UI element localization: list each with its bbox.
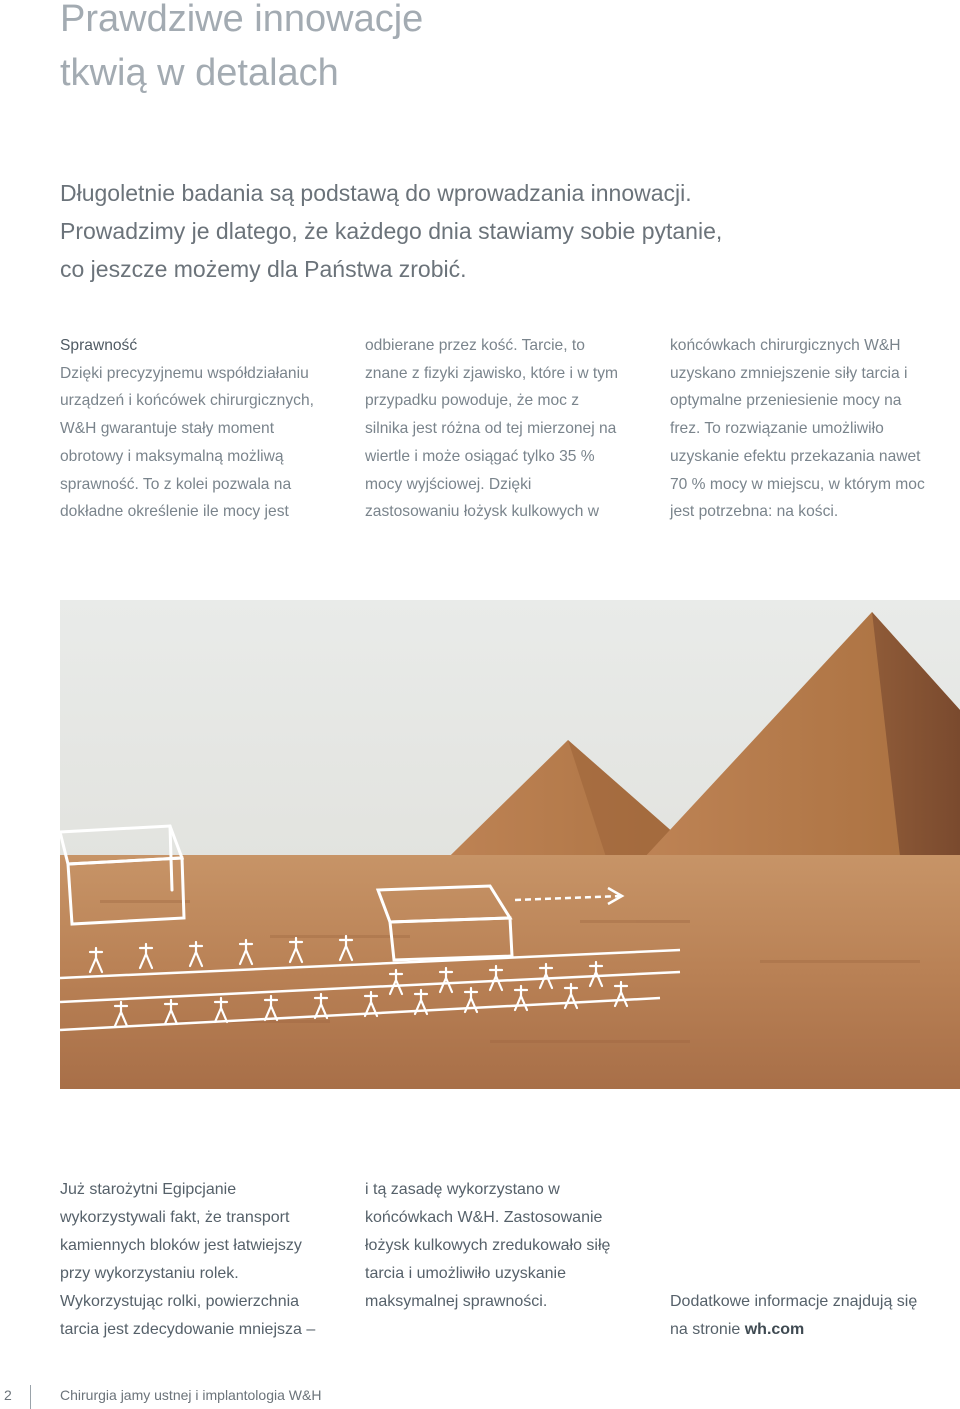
page-title: Prawdziwe innowacje tkwią w detalach [60, 0, 424, 94]
caption-column-2: i tą zasadę wykorzystano w końcówkach W&H. Zastosowanie łożysk kulkowych zredukowało siłę tarcia i umożliwiło uzyskanie maksymalnej sprawności. [365, 1181, 611, 1310]
section-column-1 [60, 332, 350, 526]
footer-divider [30, 1385, 31, 1409]
caption-column-1: Już starożytni Egipcjanie wykorzystywali fakt, że transport kamiennych bloków jest łatwiejszy przy wykorzystaniu rolek. Wykorzystując rolki, powierzchnia tarcia jest zdecydowanie mniejsza – [60, 1181, 316, 1338]
page-number: 2 [4, 1387, 12, 1403]
more-info-text: Dodatkowe informacje znajdują się na stronie [670, 1293, 918, 1338]
section-heading: Sprawność [60, 337, 138, 354]
footer-title: Chirurgia jamy ustnej i implantologia W&H [60, 1387, 322, 1403]
section-column-1-text: Dzięki precyzyjnemu współdziałaniu urządzeń i końcówek chirurgicznych, W&H gwarantuje stały moment obrotowy i maksymalną możliwą sprawność. To z kolei pozwala na dokładne określenie ile mocy jest [60, 364, 314, 521]
website-link[interactable]: wh.com [744, 1321, 805, 1338]
caption-column-3 [670, 1288, 960, 1344]
pyramids-illustration [60, 600, 960, 1089]
section-column-2-text: odbierane przez kość. Tarcie, to znane z fizyki zjawisko, które i w tym przypadku powoduje, że moc z silnika jest różna od tej mierzonej na wiertle i może osiągać tylko 35 % mocy wyjściowej. Dzięki zastosowaniu łożysk kulkowych w [365, 337, 619, 521]
intro-paragraph: Długoletnie badania są podstawą do wprowadzania innowacji. Prowadzimy je dlatego, że każdego dnia stawiamy sobie pytanie, co jeszcze możemy dla Państwa zrobić. [60, 180, 723, 282]
section-column-3-text: końcówkach chirurgicznych W&H uzyskano zmniejszenie siły tarcia i optymalne przeniesienie mocy na frez. To rozwiązanie umożliwiło uzyskanie efektu przekazania nawet 70 % mocy w miejscu, w którym moc jest potrzebna: na kości. [670, 337, 925, 521]
